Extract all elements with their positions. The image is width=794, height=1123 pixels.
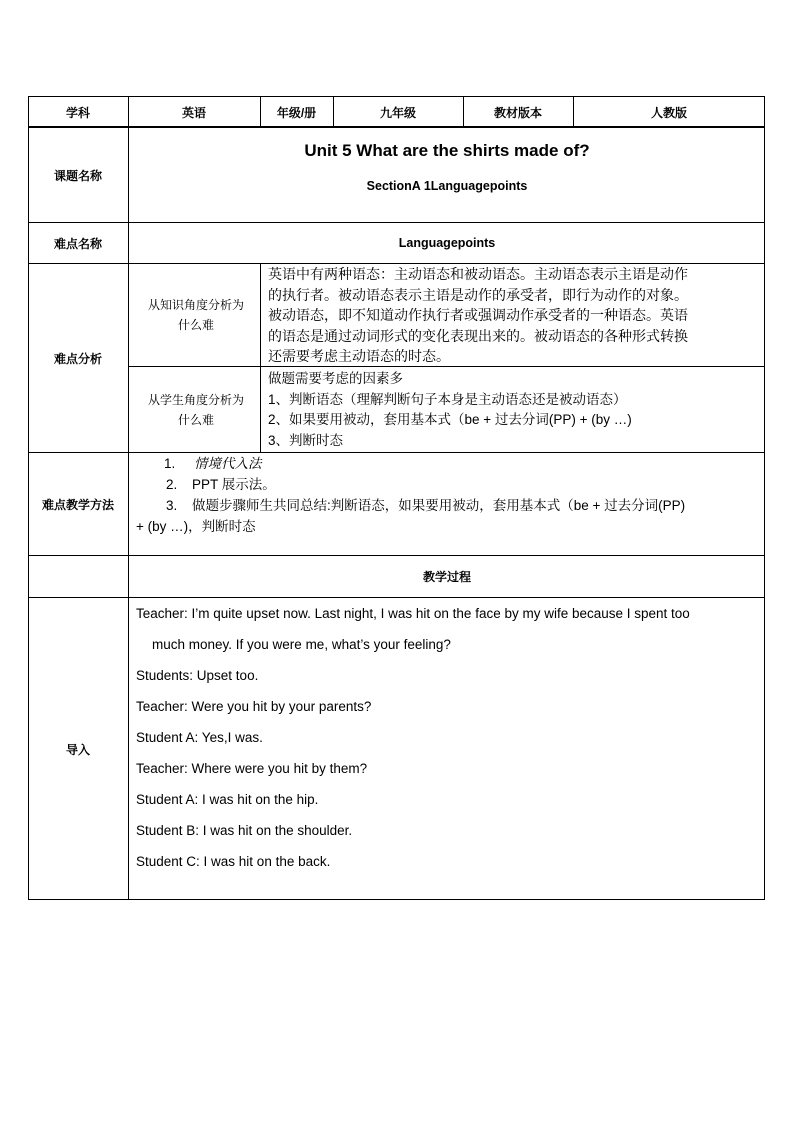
student-line: 1、判断语态（理解判断句子本身是主动语态还是被动语态） xyxy=(268,391,627,407)
divider xyxy=(28,126,765,127)
dialogue-line: much money. If you were me, what’s your feeling? xyxy=(152,637,451,652)
divider xyxy=(260,264,261,452)
student-angle-label: 从学生角度分析为什么难 xyxy=(147,392,244,427)
knowledge-line: 英语中有两种语态：主动语态和被动语态。主动语态表示主语是动作 xyxy=(268,266,688,282)
method-num: 1. xyxy=(164,456,176,471)
edition-label: 教材版本 xyxy=(493,105,542,120)
knowledge-line: 的执行者。被动语态表示主语是动作的承受者，即行为动作的对象。 xyxy=(268,286,688,303)
edition-value: 人教版 xyxy=(650,105,687,120)
intro-label: 导入 xyxy=(65,742,90,757)
dialogue-line: Teacher: Were you hit by your parents? xyxy=(136,699,372,714)
method-text: 情境代入法 xyxy=(194,456,262,471)
difficulty-name-value: Languagepoints xyxy=(398,236,496,250)
process-header: 教学过程 xyxy=(422,570,471,584)
analysis-label: 难点分析 xyxy=(53,351,102,366)
grade-value: 九年级 xyxy=(379,105,416,120)
dialogue-line: Teacher: I’m quite upset now. Last night, I was hit on the face by my wife because I spent too xyxy=(136,606,690,621)
knowledge-line: 的语态是通过动词形式的变化表现出来的。被动语态的各种形式转换 xyxy=(268,327,688,344)
dialogue-line: Student A: Yes,I was. xyxy=(136,730,263,745)
difficulty-name-label: 难点名称 xyxy=(53,236,102,251)
lesson-label: 课题名称 xyxy=(53,168,102,183)
lesson-title: Unit 5 What are the shirts made of? xyxy=(304,141,590,160)
dialogue-line: Student B: I was hit on the shoulder. xyxy=(136,823,353,838)
divider xyxy=(28,597,765,598)
subject-value: 英语 xyxy=(181,105,206,120)
methods-label: 难点教学方法 xyxy=(41,497,114,512)
lesson-subtitle: SectionA 1Languagepoints xyxy=(366,179,528,193)
knowledge-line: 还需要考虑主动语态的时态。 xyxy=(268,348,450,365)
student-line: 3、判断时态 xyxy=(268,432,344,448)
method-continuation: + (by …)，判断时态 xyxy=(136,519,256,534)
dialogue-line: Students: Upset too. xyxy=(136,668,259,683)
dialogue-line: Student C: I was hit on the back. xyxy=(136,854,331,869)
grade-label: 年级/册 xyxy=(276,105,317,120)
divider xyxy=(28,452,765,453)
method-num: 2. xyxy=(166,477,178,492)
knowledge-line: 被动语态，即不知道动作执行者或强调动作承受者的一种语态。英语 xyxy=(268,307,688,324)
subject-label: 学科 xyxy=(65,105,90,120)
student-line: 做题需要考虑的因素多 xyxy=(268,371,403,386)
method-text: 做题步骤师生共同总结:判断语态，如果要用被动，套用基本式（be + 过去分词(PP) xyxy=(192,498,686,513)
dialogue-line: Student A: I was hit on the hip. xyxy=(136,792,319,807)
dialogue-line: Teacher: Where were you hit by them? xyxy=(136,761,368,776)
method-text: PPT 展示法。 xyxy=(192,477,276,492)
method-num: 3. xyxy=(166,498,178,513)
student-line: 2、如果要用被动，套用基本式（be + 过去分词(PP) + (by …) xyxy=(268,412,632,428)
knowledge-angle-label: 从知识角度分析为什么难 xyxy=(147,298,244,332)
